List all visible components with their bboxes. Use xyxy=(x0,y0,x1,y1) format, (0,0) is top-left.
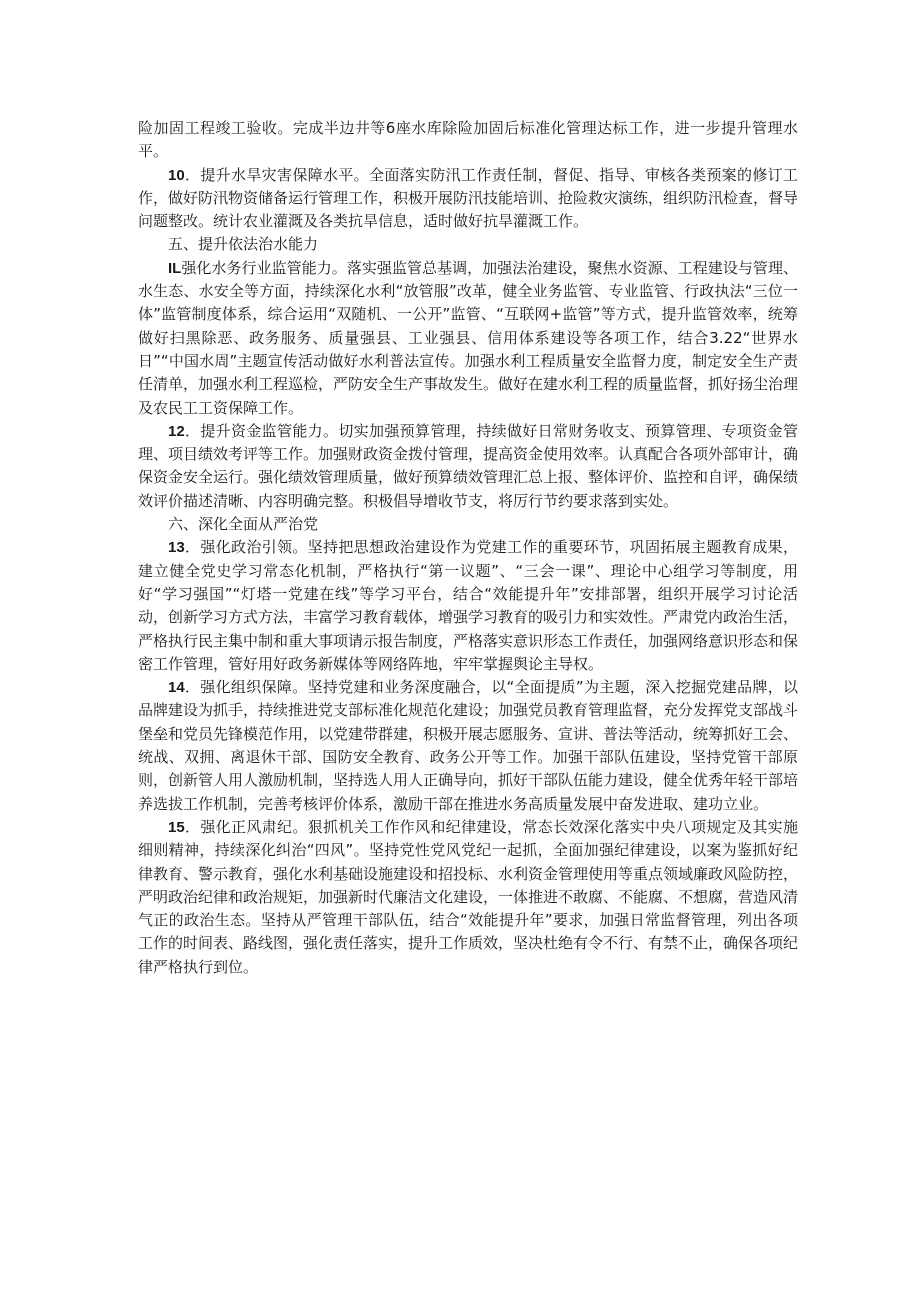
section-heading-6 xyxy=(138,513,798,536)
item-number: 12 xyxy=(168,422,185,440)
item-number: 13 xyxy=(168,539,185,557)
item-number: 15 xyxy=(168,818,185,836)
item-number: IL xyxy=(168,259,182,277)
paragraph-text: ．提升水旱灾害保障水平。全面落实防汛工作责任制，督促、指导、审核各类预案的修订工作，做好防汛物资储备运行管理工作，积极开展防汛技能培训、抢险救灾演练，组织防汛检查，督导问题整改。统计农业灌溉及各类抗旱信息，适时做好抗旱灌溉工作。 xyxy=(138,165,799,231)
paragraph-text: ．强化正风肃纪。狠抓机关工作作风和纪律建设，常态长效深化落实中央八项规定及其实施细则精神，持续深化纠治“四风”。坚持党性党风党纪一起抓，全面加强纪律建设，以案为鉴抓好纪律教育、警示教育，强化水利基础设施建设和招投标、水利资金管理使用等重点领域廉政风险防控，严明政治纪律和政治规矩，加强新时代廉洁文化建设，一体推进不敢腐、不能腐、不想腐，营造风清气正的政治生态。坚持从严管理干部队伍，结合“效能提升年”要求，加强日常监督管理，列出各项工作的时间表、路线图，强化责任落实，提升工作质效，坚决杜绝有令不行、有禁不止，确保各项纪律严格执行到位。 xyxy=(138,817,799,976)
paragraph-text: ．强化政治引领。坚持把思想政治建设作为党建工作的重要环节，巩固拓展主题教育成果，建立健全党史学习常态化机制，严格执行“第一议题”、“三会一课”、理论中心组学习等制度，用好“学习强国”“灯塔一党建在线”等学习平台，结合“效能提升年”安排部署，组织开展学习讨论活动，创新学习方式方法，丰富学习教育载体，增强学习教育的吸引力和实效性。严肃党内政治生活，严格执行民主集中制和重大事项请示报告制度，严格落实意识形态工作责任，加强网络意识形态和保密工作管理，管好用好政务新媒体等网络阵地，牢牢掌握舆论主导权。 xyxy=(138,538,799,673)
paragraph-text: ．提升资金监管能力。切实加强预算管理，持续做好日常财务收支、预算管理、专项资金管理、项目绩效考评等工作。加强财政资金拨付管理，提高资金使用效率。认真配合各项外部审计，确保资金安全运行。强化绩效管理质量，做好预算绩效管理汇总上报、整体评价、监控和自评，确保绩效评价描述清晰、内容明确完整。积极倡导增收节支，将厉行节约要求落到实处。 xyxy=(138,421,799,510)
paragraph-text: 险加固工程竣工验收。完成半边井等6座水库除险加固后标准化管理达标工作，进一步提升管理水平。 xyxy=(138,119,798,161)
paragraph-item-11 xyxy=(138,257,798,420)
paragraph-continuation xyxy=(138,117,798,164)
paragraph-item-12 xyxy=(138,420,798,513)
paragraph-item-13 xyxy=(138,536,798,676)
item-number: 14 xyxy=(168,679,185,697)
heading-text: 五、提升依法治水能力 xyxy=(168,235,319,254)
paragraph-item-15 xyxy=(138,816,798,979)
paragraph-text: 强化水务行业监管能力。落实强监管总基调，加强法治建设，聚焦水资源、工程建设与管理、水生态、水安全等方面，持续深化水利“放管服”改革，健全业务监管、专业监管、行政执法“三位一体”监管制度体系，综合运用“双随机、一公开”监管、“互联网+监管”等方式，提升监管效率，统筹做好扫黑除恶、政务服务、质量强县、工业强县、信用体系建设等各项工作，结合3.22“世界水日”“中国水周”主题宣传活动做好水利普法宣传。加强水利工程质量安全监督力度，制定安全生产责任清单，加强水利工程巡检，严防安全生产事故发生。做好在建水利工程的质量监督，抓好扬尘治理及农民工工资保障工作。 xyxy=(138,258,799,417)
paragraph-item-14 xyxy=(138,676,798,816)
paragraph-item-10 xyxy=(138,164,798,234)
document-body xyxy=(138,117,798,979)
heading-text: 六、深化全面从严治党 xyxy=(168,515,319,534)
paragraph-text: ．强化组织保障。坚持党建和业务深度融合，以“全面提质”为主题，深入挖掘党建品牌，以品牌建设为抓手，持续推进党支部标准化规范化建设；加强党员教育管理监督，充分发挥党支部战斗堡垒和党员先锋模范作用，以党建带群建，积极开展志愿服务、宣讲、普法等活动，统筹抓好工会、统战、双拥、离退休干部、国防安全教育、政务公开等工作。加强干部队伍建设，坚持党管干部原则，创新管人用人激励机制，坚持选人用人正确导向，抓好干部队伍能力建设，健全优秀年轻干部培养选拔工作机制，完善考核评价体系，激励干部在推进水务高质量发展中奋发进取、建功立业。 xyxy=(138,678,799,813)
section-heading-5 xyxy=(138,233,798,256)
item-number: 10 xyxy=(168,166,185,184)
